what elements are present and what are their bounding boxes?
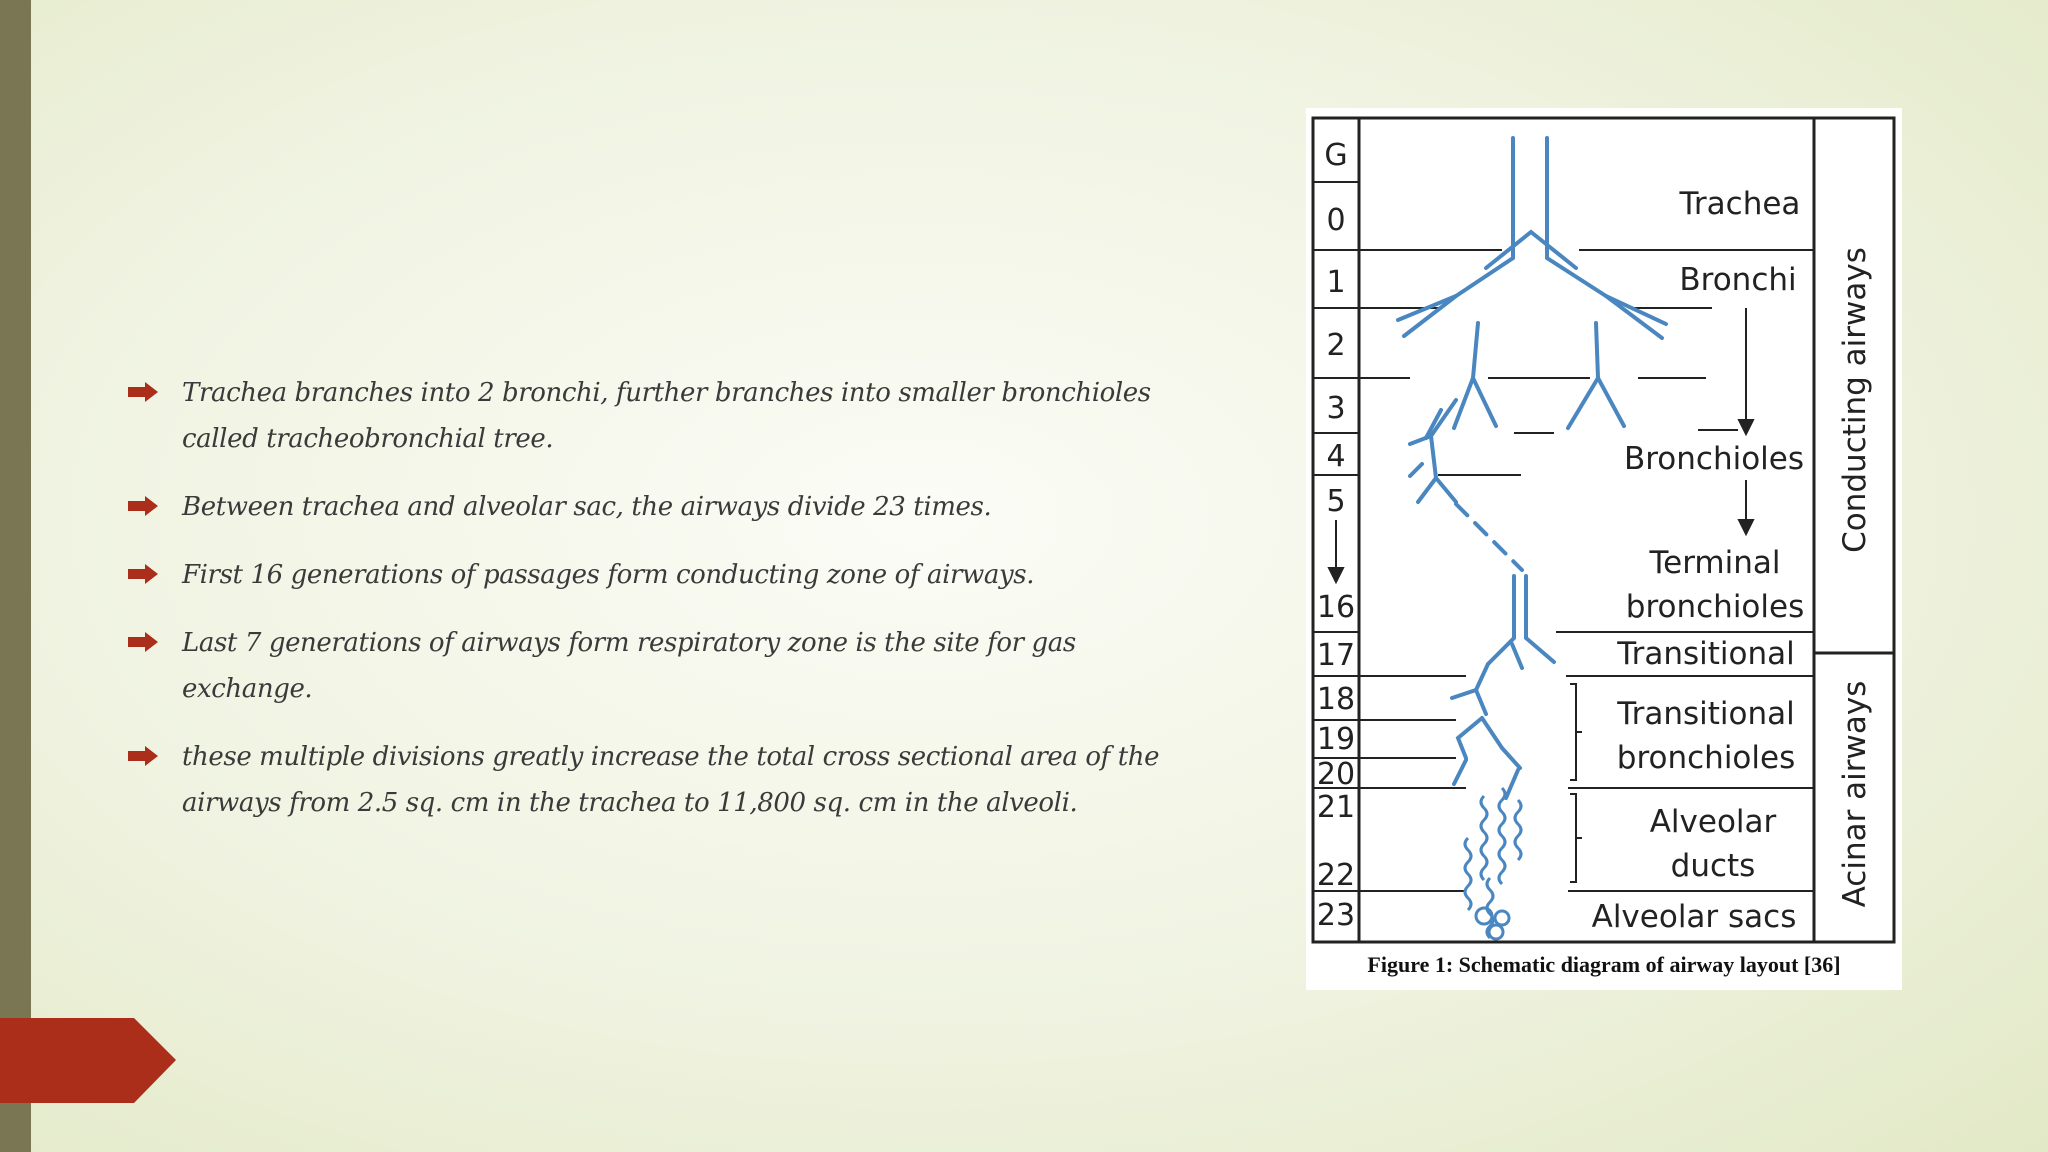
generation-label: 19: [1316, 722, 1356, 757]
generation-label: 0: [1326, 203, 1346, 238]
generation-label: 21: [1316, 790, 1356, 825]
trachea-label: Trachea: [1679, 186, 1801, 222]
bullet-item: [125, 370, 1205, 462]
acinar-zone-label: Acinar airways: [1837, 680, 1873, 908]
bullet-text: Trachea branches into 2 bronchi, further branches into smaller bronchioles called tracheobronchial tree.: [182, 378, 1151, 454]
airway-diagram: [1306, 108, 1902, 990]
bullet-item: [125, 734, 1205, 826]
generation-label: 20: [1316, 757, 1356, 792]
figure-caption: Figure 1: Schematic diagram of airway layout [36]: [1367, 952, 1841, 977]
transitional-bronchioles-label: bronchioles: [1616, 740, 1796, 776]
accent-arrow-tab: [0, 1018, 176, 1103]
generation-label: 18: [1316, 682, 1356, 717]
alveolar-sacs-label: Alveolar sacs: [1591, 899, 1797, 935]
generation-label: 5: [1326, 484, 1346, 519]
bullet-item: [125, 484, 1205, 530]
terminal-bronchioles-label: Terminal: [1649, 545, 1781, 581]
generation-label: 2: [1326, 328, 1346, 363]
terminal-bronchioles-label: bronchioles: [1625, 589, 1805, 625]
arrow-bullet-icon: [128, 632, 158, 652]
bronchi-label: Bronchi: [1679, 262, 1797, 298]
airway-figure: [1306, 108, 1902, 990]
generation-label: G: [1324, 138, 1348, 173]
generation-label: 4: [1326, 439, 1346, 474]
transitional-bronchioles-label: Transitional: [1617, 696, 1795, 732]
generation-label: 1: [1326, 265, 1346, 300]
bullet-text: Between trachea and alveolar sac, the airways divide 23 times.: [182, 492, 992, 522]
arrow-bullet-icon: [128, 746, 158, 766]
alveolar-clusters: [1465, 788, 1521, 939]
bullet-text: Last 7 generations of airways form respiratory zone is the site for gas exchange.: [182, 628, 1076, 704]
bullet-text: these multiple divisions greatly increase the total cross sectional area of the airways from 2.5 sq. cm in the trachea to 11,800 sq. cm in the alveoli.: [182, 742, 1160, 818]
arrow-bullet-icon: [128, 382, 158, 402]
generation-label: 16: [1316, 590, 1356, 625]
arrow-bullet-icon: [128, 564, 158, 584]
arrow-bullet-icon: [128, 496, 158, 516]
generation-label: 23: [1316, 898, 1356, 933]
generation-label: 3: [1326, 391, 1346, 426]
alveolar-ducts-label: ducts: [1670, 848, 1756, 884]
bullet-item: [125, 552, 1205, 598]
generation-label: 22: [1316, 858, 1356, 893]
bullet-list: [125, 370, 1205, 848]
bronchioles-label: Bronchioles: [1623, 441, 1805, 477]
bullet-item: [125, 620, 1205, 712]
conducting-zone-label: Conducting airways: [1837, 247, 1873, 553]
alveolar-ducts-label: Alveolar: [1649, 804, 1777, 840]
generation-label: 17: [1316, 638, 1356, 673]
left-accent-bar: [0, 0, 31, 1152]
bullet-text: First 16 generations of passages form conducting zone of airways.: [182, 560, 1035, 590]
transitional-label: Transitional: [1617, 636, 1795, 672]
